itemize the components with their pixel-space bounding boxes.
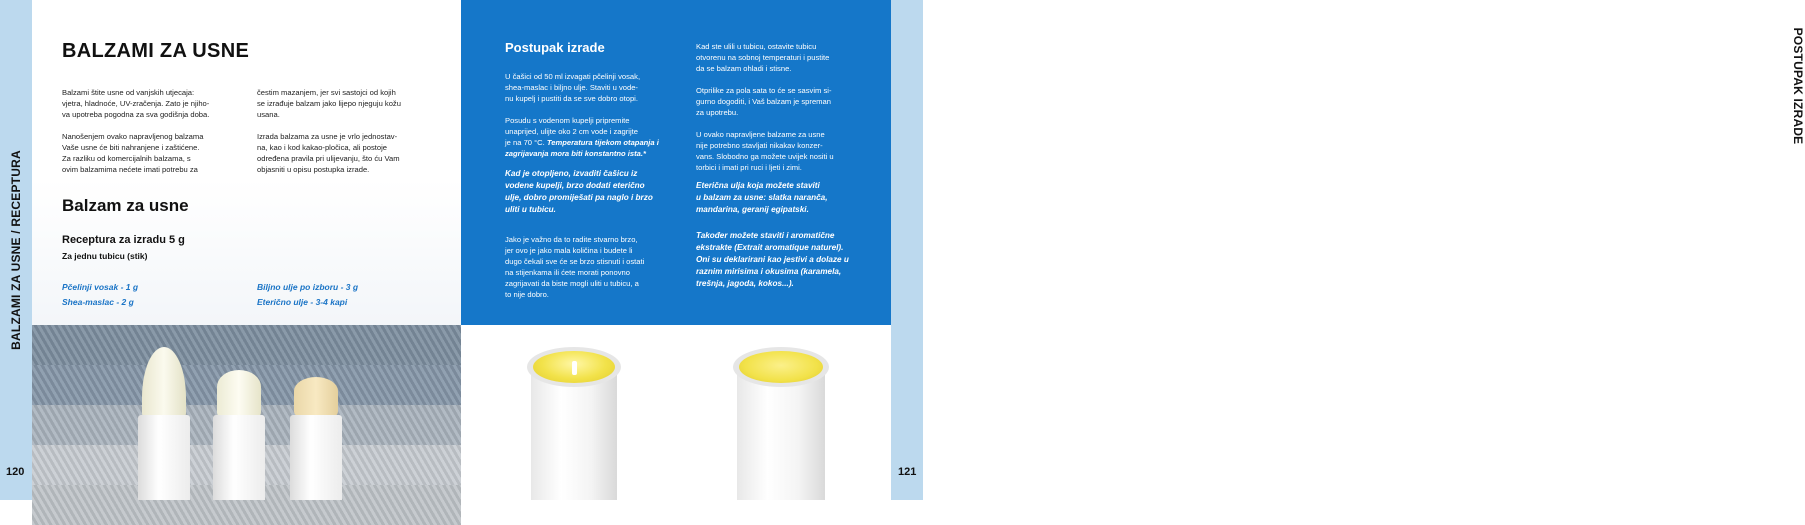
procedure-line: otvorenu na sobnoj temperaturi i pustite bbox=[696, 53, 830, 62]
intro-line: Balzami štite usne od vanjskih utjecaja: bbox=[62, 88, 195, 97]
procedure-bold-line: uliti u tubicu. bbox=[505, 205, 556, 214]
procedure-line: na stijenkama ili ćete morati ponovno bbox=[505, 268, 630, 277]
procedure-line: unaprijed, ulijte oko 2 cm vode i zagrijte bbox=[505, 127, 638, 136]
procedure-line: U čašici od 50 ml izvagati pčelinji vosak, bbox=[505, 72, 641, 81]
procedure-line: Kad ste ulili u tubicu, ostavite tubicu bbox=[696, 42, 817, 51]
lip-balm-tube bbox=[213, 415, 265, 500]
procedure-bold-line: Eterična ulja koja možete staviti bbox=[696, 181, 820, 190]
procedure-line: gurno dogoditi, i Vaš balzam je spreman bbox=[696, 97, 831, 106]
lip-balm-sticks-photo bbox=[32, 325, 461, 500]
left-page-number: 120 bbox=[6, 466, 25, 478]
procedure-bold-line: Kad je otopljeno, izvaditi čašicu iz bbox=[505, 169, 638, 178]
procedure-line: da se balzam ohladi i stisne. bbox=[696, 64, 792, 73]
procedure-bold-line: ulje, dobro promiješati pa naglo i brzo bbox=[505, 193, 653, 202]
intro-line: Za razliku od komercijalnih balzama, s bbox=[62, 154, 191, 163]
procedure-line: je na 70 °C. bbox=[505, 138, 545, 147]
procedure-column-2-a bbox=[696, 41, 886, 173]
intro-line: usana. bbox=[257, 110, 280, 119]
procedure-line: to nije dobro. bbox=[505, 290, 549, 299]
intro-line: objasniti u opisu postupka izrade. bbox=[257, 165, 370, 174]
right-side-tab bbox=[891, 0, 1805, 500]
procedure-line: vans. Slobodno ga možete uvijek nositi u bbox=[696, 152, 834, 161]
section-subtitle: Balzam za usne bbox=[62, 196, 189, 215]
procedure-column-2-b bbox=[696, 180, 886, 216]
filled-tubes-photo bbox=[461, 325, 891, 500]
procedure-line: Otprilike za pola sata to će se sasvim si- bbox=[696, 86, 832, 95]
intro-line: ovim balzamima nećete imati potrebu za bbox=[62, 165, 198, 174]
procedure-bold-line: Oni su deklarirani kao jestivi a dolaze u bbox=[696, 255, 849, 264]
procedure-bold-line: trešnja, jagoda, kokos...). bbox=[696, 279, 794, 288]
tube-center-spindle bbox=[572, 361, 577, 375]
right-page-number: 121 bbox=[898, 466, 917, 478]
page-title: BALZAMI ZA USNE bbox=[62, 40, 250, 62]
balm-surface-yellow bbox=[739, 351, 823, 383]
intro-line: se izrađuje balzam jako lijepo njeguju kožu bbox=[257, 99, 401, 108]
lip-balm-cream bbox=[217, 370, 261, 418]
ingredient-beeswax: Pčelinji vosak - 1 g bbox=[62, 282, 139, 292]
procedure-line: jer ovo je jako mala količina i budete li bbox=[505, 246, 633, 255]
intro-column-1 bbox=[62, 87, 252, 175]
procedure-line: shea-maslac i biljno ulje. Staviti u vode- bbox=[505, 83, 638, 92]
ingredient-plant-oil: Biljno ulje po izboru - 3 g bbox=[257, 282, 359, 292]
procedure-bold-line: Također možete staviti i aromatične bbox=[696, 231, 835, 240]
ingredient-essential-oil: Eterično ulje - 3-4 kapi bbox=[257, 297, 348, 307]
procedure-bold-line: ekstrakte (Extrait aromatique naturel). bbox=[696, 243, 844, 252]
knit-fabric bbox=[32, 325, 461, 365]
procedure-bold-line: raznim mirisima i okusima (karamela, bbox=[696, 267, 842, 276]
procedure-line: Jako je važno da to radite stvarno brzo, bbox=[505, 235, 638, 244]
recipe-subtitle: Za jednu tubicu (stik) bbox=[62, 251, 148, 261]
procedure-line: nu kupelj i pustiti da se sve dobro otopi. bbox=[505, 94, 638, 103]
intro-line: Vaše usne će biti nahranjene i zaštićene. bbox=[62, 143, 200, 152]
procedure-line: Posudu s vodenom kupelji pripremite bbox=[505, 116, 630, 125]
intro-column-2 bbox=[257, 87, 452, 175]
procedure-bold-line: mandarina, geranij egipatski. bbox=[696, 205, 809, 214]
recipe-title: Receptura za izradu 5 g bbox=[62, 234, 185, 246]
procedure-line: nije potrebno stavljati nikakav konzer- bbox=[696, 141, 823, 150]
procedure-line: torbici i imati pri ruci i ljeti i zimi. bbox=[696, 163, 802, 172]
lip-balm-tube bbox=[138, 415, 190, 500]
procedure-bold-line: u balzam za usne: slatka naranča, bbox=[696, 193, 828, 202]
procedure-line: zagrijavati da biste mogli uliti u tubicu, a bbox=[505, 279, 639, 288]
procedure-warning: zagrijavanja mora biti konstantno ista.* bbox=[505, 149, 646, 158]
intro-line: Izrada balzama za usne je vrlo jednostav- bbox=[257, 132, 398, 141]
procedure-column-2-c bbox=[696, 230, 888, 290]
procedure-line: dugo čekali sve će se brzo stisnuti i ostati bbox=[505, 257, 645, 266]
procedure-column-1-b bbox=[505, 168, 695, 216]
procedure-title: Postupak izrade bbox=[505, 40, 605, 55]
intro-line: va upotreba pogodna za sva godišnja doba. bbox=[62, 110, 210, 119]
procedure-warning: Temperatura tijekom otapanja i bbox=[546, 138, 659, 147]
procedure-column-1-c bbox=[505, 234, 695, 300]
lip-balm-yellow bbox=[294, 377, 338, 417]
intro-line: čestim mazanjem, jer svi sastojci od kojih bbox=[257, 88, 396, 97]
intro-line: vjetra, hladnoće, UV-zračenja. Zato je njiho- bbox=[62, 99, 210, 108]
intro-line: na, kao i kod kakao-pločica, ali postoje bbox=[257, 143, 388, 152]
procedure-line: za upotrebu. bbox=[696, 108, 739, 117]
procedure-line: U ovako napravljene balzame za usne bbox=[696, 130, 825, 139]
procedure-bold-line: vodene kupelji, brzo dodati eterično bbox=[505, 181, 645, 190]
procedure-column-1-a bbox=[505, 71, 695, 159]
ingredient-shea-butter: Shea-maslac - 2 g bbox=[62, 297, 134, 307]
intro-line: Nanošenjem ovako napravljenog balzama bbox=[62, 132, 204, 141]
left-side-label: BALZAMI ZA USNE / RECEPTURA bbox=[9, 150, 23, 350]
intro-line: određena pravila pri ulijevanju, što ću Vam bbox=[257, 154, 400, 163]
left-side-tab bbox=[0, 0, 32, 500]
right-side-label: POSTUPAK IZRADE bbox=[1791, 27, 1805, 145]
lip-balm-tube bbox=[290, 415, 342, 500]
